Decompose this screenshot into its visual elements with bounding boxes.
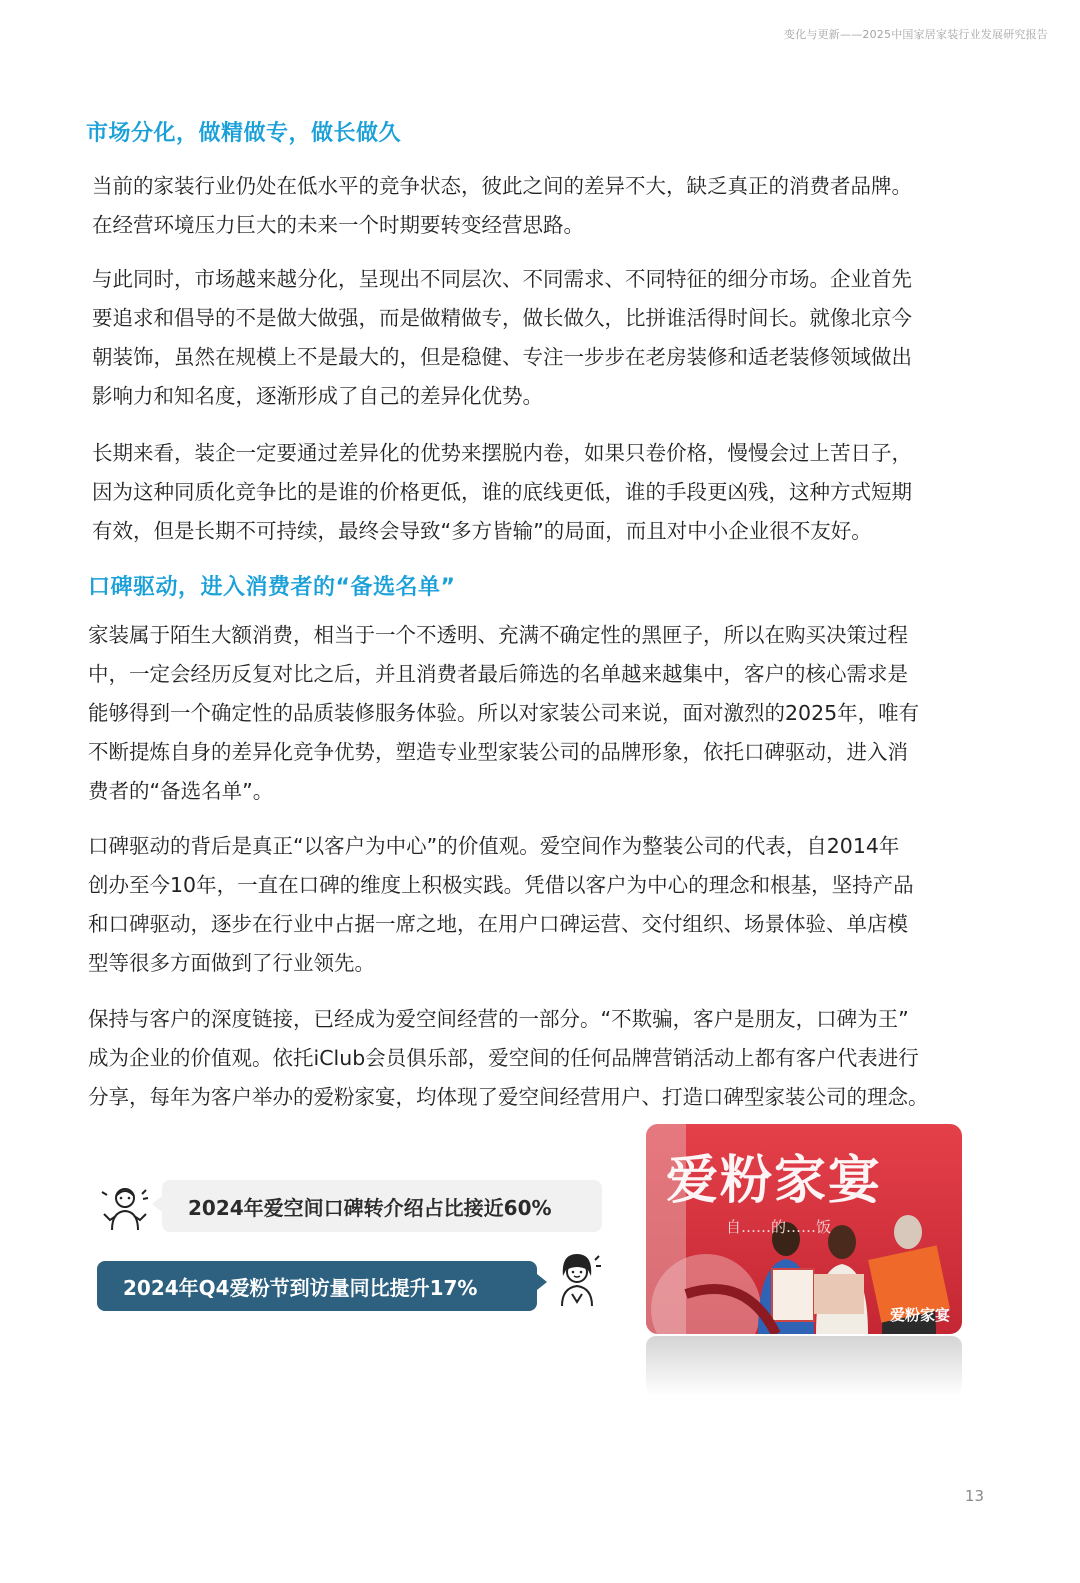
woman-avatar-icon (552, 1250, 602, 1312)
paragraph (92, 260, 912, 416)
text-line: 成为企业的价值观。依托iClub会员俱乐部，爱空间的任何品牌营销活动上都有客户代表进行 (88, 1046, 919, 1070)
paragraph (92, 434, 912, 551)
paragraph (92, 167, 912, 245)
stat-bubble-referral (162, 1180, 602, 1232)
paragraph (88, 1000, 929, 1117)
bubble-tail (537, 1274, 547, 1290)
text-line: 长期来看，装企一定要通过差异化的优势来摆脱内卷，如果只卷价格，慢慢会过上苦日子， (92, 441, 912, 465)
text-line: 有效，但是长期不可持续，最终会导致“多方皆输”的局面，而且对中小企业很不友好。 (92, 519, 872, 543)
text-line: 要追求和倡导的不是做大做强，而是做精做专，做长做久，比拼谁活得时间长。就像北京今 (92, 306, 912, 330)
text-line: 和口碑驱动，逐步在行业中占据一席之地，在用户口碑运营、交付组织、场景体验、单店模 (88, 912, 908, 936)
text-line: 创办至今10年，一直在口碑的维度上积极实践。凭借以客户为中心的理念和根基，坚持产品 (88, 873, 914, 897)
text-line: 在经营环境压力巨大的未来一个时期要转变经营思路。 (92, 213, 584, 237)
bubble-tail (152, 1196, 162, 1212)
banner-subtitle: 自……的……饭 (726, 1218, 832, 1236)
stat-referral-text: 2024年爱空间口碑转介绍占比接近60% (188, 1195, 552, 1220)
running-header: 变化与更新——2025中国家居家装行业发展研究报告 (784, 28, 1048, 41)
text-line: 费者的“备选名单”。 (88, 779, 274, 803)
text-line: 因为这种同质化竞争比的是谁的价格更低，谁的底线更低，谁的手段更凶残，这种方式短期 (92, 480, 912, 504)
section-heading-word-of-mouth: 口碑驱动，进入消费者的“备选名单” (88, 575, 456, 600)
page-number: 13 (964, 1487, 984, 1505)
text-line: 保持与客户的深度链接，已经成为爱空间经营的一部分。“不欺骗，客户是朋友，口碑为王” (88, 1007, 909, 1031)
stat-bubble-visits (97, 1261, 537, 1311)
text-line: 能够得到一个确定性的品质装修服务体验。所以对家装公司来说，面对激烈的2025年，唯有 (88, 701, 920, 725)
text-line: 影响力和知名度，逐渐形成了自己的差异化优势。 (92, 384, 543, 408)
photo-reflection (646, 1336, 962, 1396)
text-line: 朝装饰，虽然在规模上不是最大的，但是稳健、专注一步步在老房装修和适老装修领域做出 (92, 345, 912, 369)
text-line: 不断提炼自身的差异化竞争优势，塑造专业型家装公司的品牌形象，依托口碑驱动，进入消 (88, 740, 908, 764)
text-line: 分享，每年为客户举办的爱粉家宴，均体现了爱空间经营用户、打造口碑型家装公司的理念。 (88, 1085, 929, 1109)
text-line: 与此同时，市场越来越分化，呈现出不同层次、不同需求、不同特征的细分市场。企业首先 (92, 267, 912, 291)
section-heading-market: 市场分化，做精做专，做长做久 (86, 121, 402, 146)
text-line: 中，一定会经历反复对比之后，并且消费者最后筛选的名单越来越集中，客户的核心需求是 (88, 662, 908, 686)
paragraph (88, 827, 914, 983)
text-line: 口碑驱动的背后是真正“以客户为中心”的价值观。爱空间作为整装公司的代表，自2014年 (88, 834, 900, 858)
text-line: 家装属于陌生大额消费，相当于一个不透明、充满不确定性的黑匣子，所以在购买决策过程 (88, 623, 908, 647)
text-line: 当前的家装行业仍处在低水平的竞争状态，彼此之间的差异不大，缺乏真正的消费者品牌。 (92, 174, 912, 198)
event-photo (646, 1124, 962, 1334)
box-logo: 爱粉家宴 (890, 1306, 951, 1324)
stat-visits-text: 2024年Q4爱粉节到访量同比提升17% (123, 1275, 478, 1300)
paragraph (88, 616, 919, 811)
text-line: 型等很多方面做到了行业领先。 (88, 951, 375, 975)
banner-title: 爱粉家宴 (666, 1150, 883, 1211)
man-avatar-icon (98, 1184, 152, 1236)
